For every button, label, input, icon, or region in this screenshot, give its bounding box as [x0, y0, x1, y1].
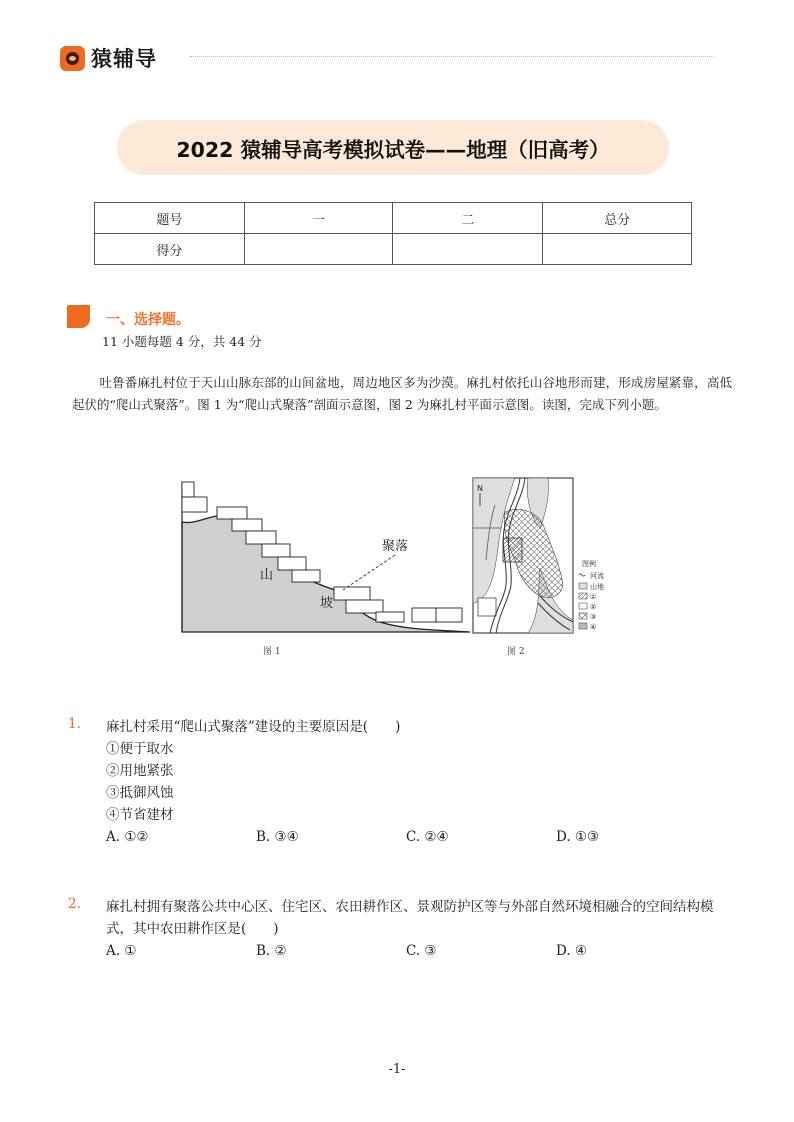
score-table-header: 一 [244, 203, 393, 234]
answer-options [106, 940, 738, 962]
question-number: 1. [68, 716, 81, 732]
label-mountain: 山 [260, 568, 274, 583]
answer-option-b[interactable]: B. ③④ [256, 829, 299, 845]
answer-option-d[interactable]: D. ④ [556, 943, 588, 959]
score-row-label: 得分 [95, 234, 245, 265]
section-title: 一、选择题。 [106, 312, 190, 328]
legend-zone-2: ② [590, 603, 597, 611]
question-1 [68, 716, 738, 848]
question-stem: 麻扎村拥有聚落公共中心区、住宅区、农田耕作区、景观防护区等与外部自然环境相融合的空间结构模式，其中农田耕作区是( ) [106, 899, 714, 937]
legend-mountain-icon [579, 583, 587, 589]
question-2 [68, 896, 738, 962]
score-table-header: 题号 [95, 203, 245, 234]
figure-2-village-plan [473, 478, 604, 657]
section-subtitle: 11 小题每题 4 分，共 44 分 [102, 334, 262, 349]
question-item: ④节省建材 [106, 807, 174, 823]
answer-option-a[interactable]: A. ①② [106, 829, 149, 845]
legend-zone-3: ③ [590, 613, 597, 621]
figure-1-cross-section [182, 482, 470, 657]
question-item: ①便于取水 [106, 741, 174, 757]
label-slope: 坡 [320, 596, 334, 611]
zone-1-dense-area [503, 538, 522, 562]
zone-2-area [478, 598, 496, 616]
legend-zone-4: ④ [590, 623, 597, 631]
figure-1-caption: 图 1 [263, 647, 281, 657]
question-item: ②用地紧张 [106, 763, 174, 779]
score-table-header: 总分 [543, 203, 692, 234]
question-stem: 麻扎村采用“爬山式聚落”建设的主要原因是( ) [106, 719, 401, 735]
legend-mountain: 山地 [590, 583, 604, 591]
answer-option-a[interactable]: A. ① [106, 943, 137, 959]
legend-zone-3-icon [579, 613, 587, 619]
page-number: -1- [388, 1062, 406, 1077]
answer-option-b[interactable]: B. ② [256, 943, 287, 959]
label-settlement: 聚落 [382, 539, 409, 554]
settlement-pointer [343, 555, 395, 590]
logo-text: 猿辅导 [91, 47, 157, 71]
question-item: ③抵御风蚀 [106, 785, 174, 801]
legend-river-icon [579, 574, 585, 576]
answer-options [106, 826, 738, 848]
answer-option-c[interactable]: C. ②④ [406, 829, 449, 845]
map-legend [579, 559, 604, 631]
answer-option-c[interactable]: C. ③ [406, 943, 437, 959]
legend-zone-1-icon [579, 593, 587, 599]
legend-zone-2-icon [579, 603, 587, 609]
legend-zone-1: ① [590, 593, 597, 601]
figure-2-caption: 图 2 [507, 647, 525, 657]
exam-title: 2022 猿辅导高考模拟试卷——地理（旧高考） [176, 137, 610, 162]
legend-river: 河流 [590, 572, 604, 580]
legend-title: 图例 [582, 560, 596, 568]
north-arrow-icon: N [477, 484, 483, 493]
score-table-header: 二 [393, 203, 543, 234]
question-intro: 吐鲁番麻扎村位于天山山脉东部的山间盆地，周边地区多为沙漠。麻扎村依托山谷地形而建，形成房屋紧靠，高低起伏的“爬山式聚落”。图 1 为“爬山式聚落”剖面示意图，图 2 为麻扎村平面示意图。读图，完成下列小题。 [72, 375, 732, 412]
question-number: 2. [68, 896, 81, 912]
legend-zone-4-icon [579, 623, 587, 629]
answer-option-d[interactable]: D. ①③ [556, 829, 600, 845]
